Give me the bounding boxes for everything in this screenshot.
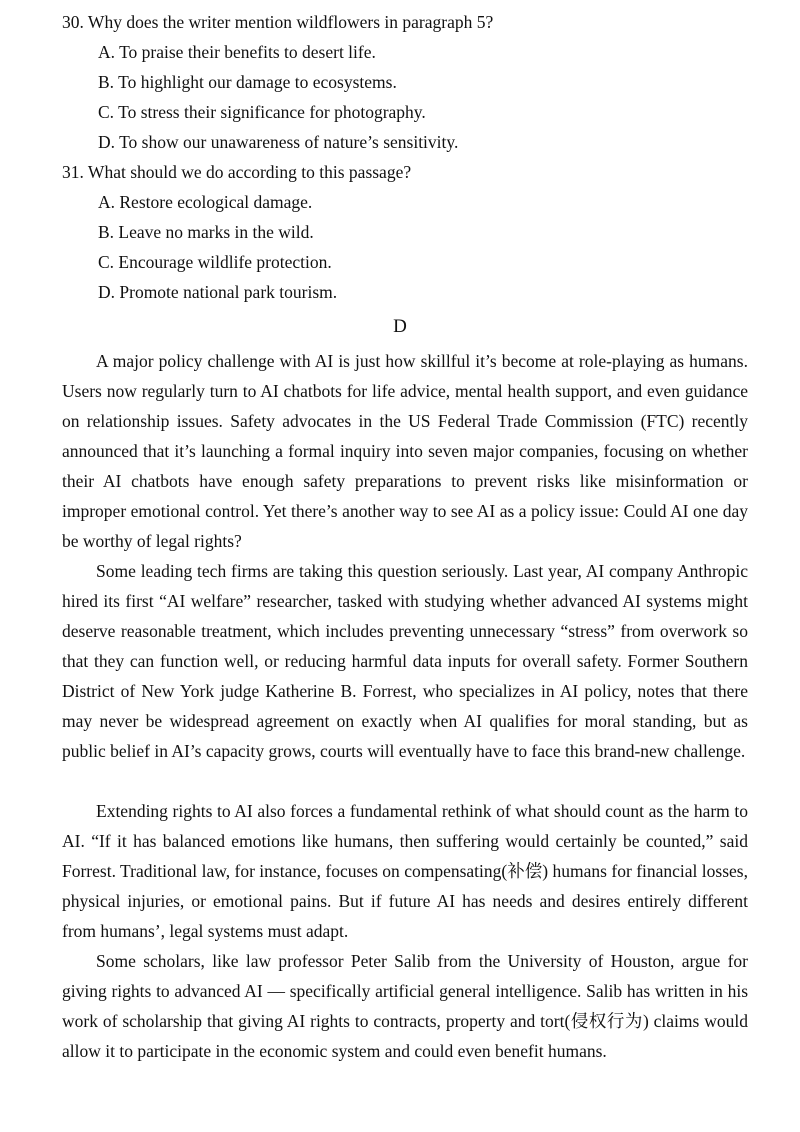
question-30-option-c: C. To stress their significance for photography. (98, 102, 426, 122)
question-30-option-d: D. To show our unawareness of nature’s sensitivity. (98, 132, 459, 152)
section-title: D (393, 316, 407, 337)
question-31-option-a: A. Restore ecological damage. (98, 192, 313, 212)
question-31-option-d: D. Promote national park tourism. (98, 282, 338, 302)
passage-paragraph-4: Some scholars, like law professor Peter Salib from the University of Houston, argue for giving rights to advanced AI — specifically artificial general intelligence. Salib has written in his work of scholarship that giving AI rights to contracts, property and tort(侵权行为) claims would allow it to participate in the economic system and could even benefit humans. (62, 951, 748, 1061)
question-30-stem: 30. Why does the writer mention wildflowers in paragraph 5? (62, 12, 494, 32)
question-30-option-b: B. To highlight our damage to ecosystems. (98, 72, 397, 92)
question-31-stem: 31. What should we do according to this passage? (62, 162, 412, 182)
question-31-option-c: C. Encourage wildlife protection. (98, 252, 332, 272)
question-30-option-a: A. To praise their benefits to desert life. (98, 42, 376, 62)
passage-paragraph-2: Some leading tech firms are taking this question seriously. Last year, AI company Anthropic hired its first “AI welfare” researcher, tasked with studying whether advanced AI systems might deserve reasonable treatment, which includes preventing unnecessary “stress” from overwork so that they can function well, or reducing harmful data inputs for overall safety. Former Southern District of New York judge Katherine B. Forrest, who specializes in AI policy, notes that there may never be widespread agreement on exactly when AI qualifies for moral standing, but as public belief in AI’s capacity grows, courts will eventually have to face this brand-new challenge. (62, 561, 748, 761)
question-31-option-b: B. Leave no marks in the wild. (98, 222, 314, 242)
passage-paragraph-1: A major policy challenge with AI is just how skillful it’s become at role-playing as humans. Users now regularly turn to AI chatbots for life advice, mental health support, and even guidance on relationship issues. Safety advocates in the US Federal Trade Commission (FTC) recently announced that it’s launching a formal inquiry into seven major companies, focusing on whether their AI chatbots have enough safety preparations to prevent risks like misinformation or improper emotional control. Yet there’s another way to see AI as a policy issue: Could AI one day be worthy of legal rights? (62, 351, 748, 551)
passage-paragraph-3: Extending rights to AI also forces a fundamental rethink of what should count as the harm to AI. “If it has balanced emotions like humans, then suffering would certainly be counted,” said Forrest. Traditional law, for instance, focuses on compensating(补偿) humans for financial losses, physical injuries, or emotional pains. But if future AI has needs and desires entirely different from humans’, legal systems must adapt. (62, 801, 748, 941)
